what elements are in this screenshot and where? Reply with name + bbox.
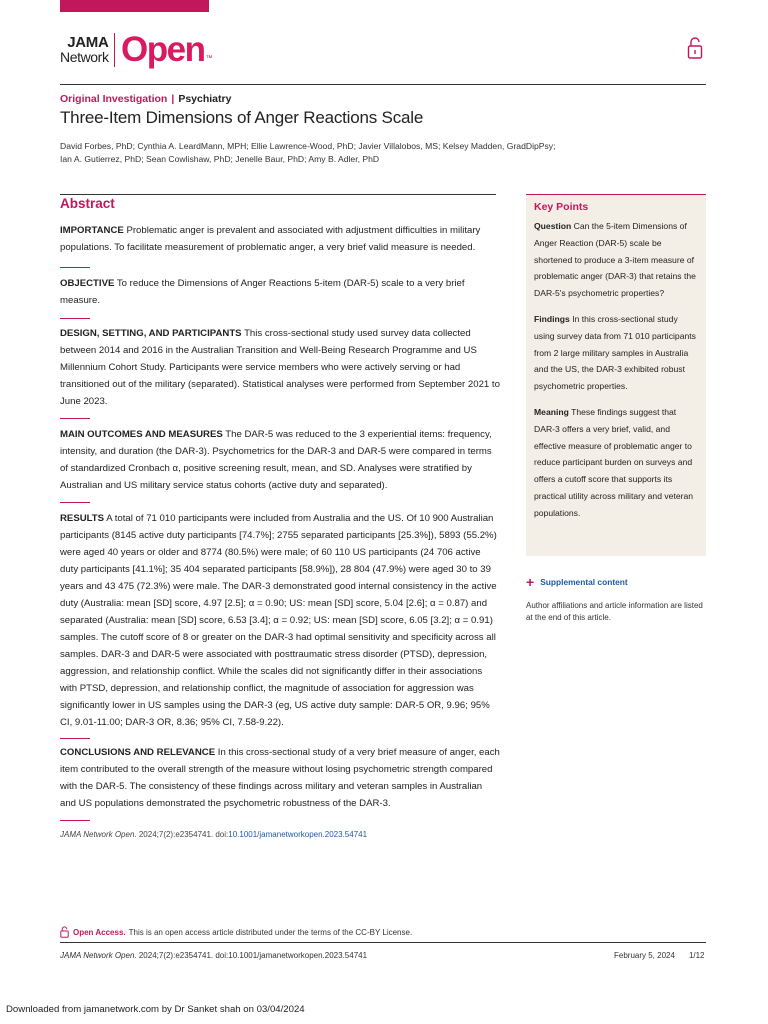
abstract-design [60,325,500,410]
citation-doi-link[interactable]: 10.1001/jamanetworkopen.2023.54741 [228,830,368,839]
open-access-lock-icon [60,926,69,938]
importance-text: Problematic anger is prevalent and associated with adjustment difficulties in military populations. To facilitate measurement of problematic anger, a very brief valid measure is needed. [60,225,481,253]
conclusions-text: In this cross-sectional study of a very brief measure of anger, each item contributed to the overall strength of the measure without losing psychometric strength compared with the DAR-5. The consistency of these findings across military and veteran samples in Australian and US populations demonstrated the psychometric robustness of the DAR-3. [60,747,500,809]
section-divider [60,820,90,821]
author-line-1: David Forbes, PhD; Cynthia A. LeardMann, MPH; Ellie Lawrence-Wood, PhD; Javier Villalobos, MS; Kelsey Madden, GradDipPsy; [60,141,556,151]
article-title: Three-Item Dimensions of Anger Reactions Scale [60,108,424,127]
results-label: RESULTS [60,513,105,524]
logo-jama: JAMA [67,34,109,51]
outcomes-label: MAIN OUTCOMES AND MEASURES [60,429,223,440]
open-access-label: Open Access. [73,927,126,937]
journal-logo[interactable] [60,30,213,70]
footer-journal: JAMA Network Open [60,951,135,960]
open-access-text: This is an open access article distributed under the terms of the CC-BY License. [128,927,413,937]
author-line-2: Ian A. Gutierrez, PhD; Sean Cowlishaw, PhD; Jenelle Baur, PhD; Amy B. Adler, PhD [60,154,380,164]
key-point-question [534,218,698,302]
section-divider [60,738,90,739]
findings-text: In this cross-sectional study using survey data from 71 010 participants from 2 large military samples in Australia and the US, the DAR-3 exhibited robust psychometric properties. [534,313,696,392]
abstract-rule [60,194,496,195]
results-text: A total of 71 010 participants were included from Australia and the US. Of 10 900 Australian participants (8145 active duty participants [74.7%]; 2755 separated participants [25.3%]), 5893 (55.2%) were aged 40 years or older and 8774 (80.5%) were male; of 60 110 US participants (24 706 active duty participants [41.1%]; 35 404 separated participants [58.9%]), 28 804 (47.9%) were aged 30 to 39 years and 43 475 (72.3%) were male. The DAR-3 demonstrated good internal consistency in the active duty (Australia: mean [SD] score, 4.97 [2.5]; α = 0.90; US: mean [SD] score, 5.04 [2.6]; α = 0.87) and separated (Australia: mean [SD] score, 6.53 [3.4]; α = 0.92; US: mean [SD] score, 6.05 [3.2]; α = 0.91) samples. The cutoff score of 8 or greater on the DAR-3 had optimal sensitivity and specificity across all samples. DAR-3 and DAR-5 were associated with posttraumatic stress disorder (PTSD), depression, aggression, and relationship conflict. While the scales did not significantly differ in their associations with PTSD, depression, and relationship conflict, the magnitude of association for aggression was significantly lower in US samples using the DAR-3 (eg, US active duty sample: DAR-5 OR, 9.96; 95% CI, 9.01-11.00; DAR-3 OR, 8.36; 95% CI, 7.58-9.22). [60,513,497,728]
key-point-meaning [534,404,698,522]
importance-label: IMPORTANCE [60,225,124,236]
key-point-findings [534,311,698,395]
logo-network: Network [60,49,109,65]
question-label: Question [534,221,572,231]
footer-ref: . 2024;7(2):e2354741. doi:10.1001/jamanetworkopen.2023.54741 [134,951,368,960]
author-list [60,140,560,166]
footer-rule [60,942,706,943]
article-citation [60,830,367,839]
top-accent-bar [60,0,209,12]
question-text: Can the 5-item Dimensions of Anger Reaction (DAR-5) scale be shortened to produce a 3-item measure of problematic anger (DAR-3) that retains the DAR-5's psychometric properties? [534,221,696,299]
logo-wordmark [60,35,109,65]
kicker-separator: | [171,93,175,105]
objective-label: OBJECTIVE [60,278,115,289]
meaning-text: These findings suggest that DAR-3 offers a very brief, valid, and effective measure of problematic anger to reduce participant burden on surveys and offers a cutoff score that supports its practical utility across military and veteran populations. [534,406,694,518]
section-divider [60,267,90,268]
citation-ref: . 2024;7(2):e2354741. doi: [134,830,229,839]
abstract-heading: Abstract [60,196,115,211]
open-access-notice [60,926,412,938]
design-text: This cross-sectional study used survey data collected between 2014 and 2016 in the Australian Transition and Well-Being Research Programme and US Millennium Cohort Study. Participants were service members who were actively serving or had transitioned out of the military (separated). Statistical analyses were performed from September 2021 to June 2023. [60,328,500,407]
article-section: Psychiatry [178,93,232,105]
logo-open: Open [121,30,205,69]
plus-icon: + [526,574,535,590]
outcomes-text: The DAR-5 was reduced to the 3 experiential items: frequency, intensity, and duration (the DAR-3). Psychometrics for the DAR-3 and DAR-5 were compared in terms of standardized Cronbach α, positive screening result, mean, and SD. Analyses were stratified by Australian and US military service status cohorts (active duty and separated). [60,429,492,491]
design-label: DESIGN, SETTING, AND PARTICIPANTS [60,328,242,339]
article-type: Original Investigation [60,93,168,105]
footer-meta [614,951,705,960]
footer-page-number: 1/12 [688,951,705,960]
affiliations-note: Author affiliations and article information are listed at the end of this article. [526,601,703,622]
supplemental-label: Supplemental content [540,577,628,587]
article-type-line [60,92,231,106]
abstract-importance [60,222,500,256]
open-lock-icon [687,36,703,60]
abstract-objective [60,275,500,309]
section-divider [60,502,90,503]
download-watermark: Downloaded from jamanetwork.com by Dr Sanket shah on 03/04/2024 [6,1004,305,1015]
logo-trademark: ™ [205,55,213,62]
citation-journal: JAMA Network Open [60,830,135,839]
objective-text: To reduce the Dimensions of Anger Reactions 5-item (DAR-5) scale to a very brief measure. [60,278,465,306]
findings-label: Findings [534,313,570,324]
key-points-title: Key Points [534,201,589,213]
footer-date: February 5, 2024 [614,951,675,960]
abstract-results [60,510,500,731]
supplemental-content-link[interactable] [526,576,628,588]
header-rule [60,84,706,85]
logo-divider [114,33,116,67]
section-divider [60,418,90,419]
abstract-conclusions [60,744,500,812]
meaning-label: Meaning [534,406,569,417]
footer-citation [60,951,367,960]
abstract-outcomes [60,426,500,494]
conclusions-label: CONCLUSIONS AND RELEVANCE [60,747,216,758]
section-divider [60,318,90,319]
key-points-box [526,195,706,556]
